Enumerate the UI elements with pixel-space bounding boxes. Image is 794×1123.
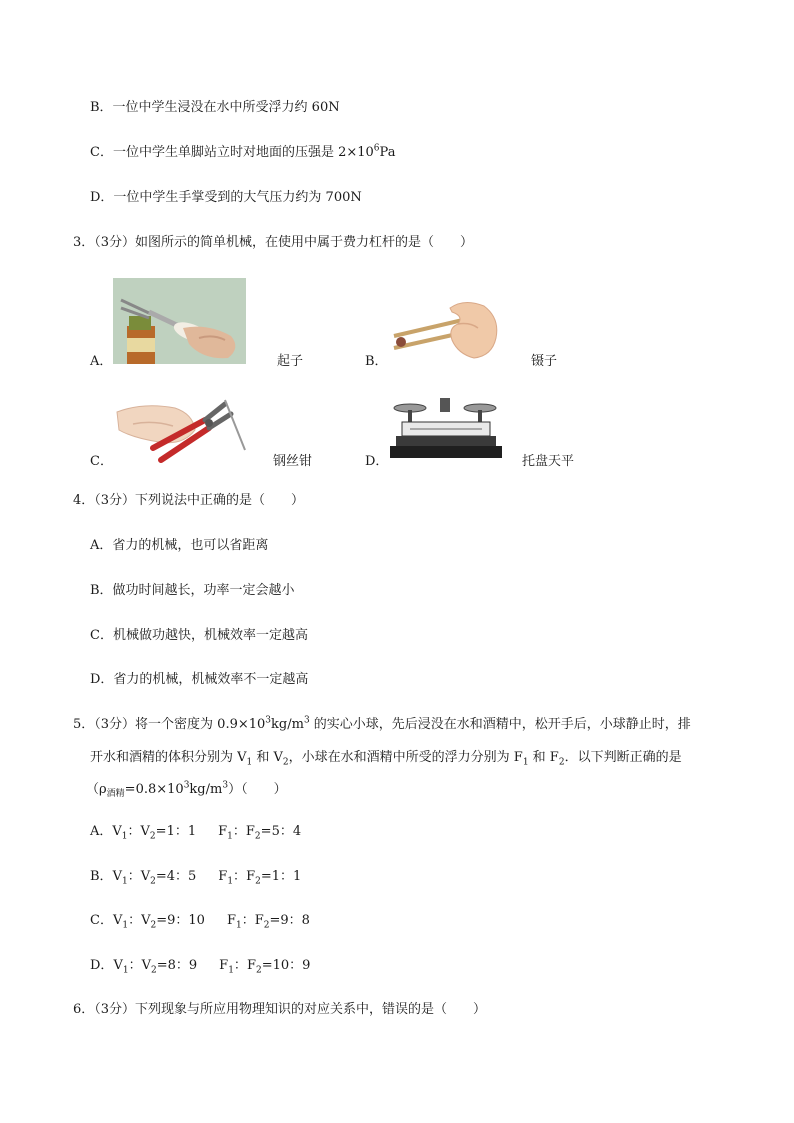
subscript: 1 [228, 965, 234, 976]
v: V [112, 913, 123, 928]
q4-option-d: D．省力的机械，机械效率不一定越高 [90, 672, 309, 687]
f: F [245, 824, 255, 839]
q5-text: 的实心小球，先后浸没在水和酒精中，松开手后，小球静止时，排 [309, 717, 691, 732]
subscript: 2 [150, 920, 157, 931]
q5-text: 和 F [528, 750, 559, 765]
q5-stem-line-2 [90, 748, 682, 768]
q2-option-d: D．一位中学生手掌受到的大气压力约为 700N [90, 190, 362, 205]
colon: ： [127, 824, 141, 839]
exponent: 3 [265, 715, 272, 726]
unit: kg/m [271, 717, 304, 732]
f: F [226, 913, 236, 928]
q3-option-a-letter: A． [90, 354, 113, 369]
q5-text: ．以下判断正确的是 [564, 750, 682, 765]
unit: Pa [379, 145, 396, 160]
equals: = [261, 958, 273, 973]
exponent: 3 [303, 715, 310, 726]
q3-stem: 3．（3分）如图所示的简单机械，在使用中属于费力杠杆的是（ ） [73, 235, 474, 250]
q5-option-a [90, 822, 301, 842]
subscript: 1 [522, 757, 529, 768]
unit: kg/m [189, 782, 223, 797]
colon: ： [241, 913, 255, 928]
q5-stem-line-3 [86, 780, 287, 801]
option-letter: C． [90, 913, 113, 928]
q3-option-b-caption: 镊子 [531, 354, 558, 369]
q5-text: 5．（3分）将一个密度为 0.9×10 [73, 717, 266, 732]
q5-text: 开水和酒精的体积分别为 V [90, 750, 247, 765]
q5-text: ）（ ） [228, 782, 287, 797]
v: V [140, 869, 151, 884]
q3-option-a-caption: 起子 [277, 354, 304, 369]
subscript: 1 [121, 876, 128, 887]
v: V [112, 824, 122, 839]
q4-option-b: B．做功时间越长，功率一定会越小 [90, 583, 295, 598]
subscript: 1 [235, 920, 242, 931]
q3-option-d-letter: D． [365, 454, 389, 469]
q3-option-c-caption: 钢丝钳 [273, 454, 313, 469]
volume-ratio: 8：9 [167, 958, 198, 973]
equals: = [269, 913, 281, 928]
force-ratio: 9：8 [280, 913, 310, 928]
subscript: 1 [122, 965, 129, 976]
subscript: 1 [227, 831, 233, 842]
q5-stem-line-1 [73, 715, 691, 735]
q5-text: ，小球在水和酒精中所受的浮力分别为 F [288, 750, 523, 765]
q4-option-a: A．省力的机械，也可以省距离 [90, 538, 269, 553]
v: V [140, 824, 150, 839]
subscript: 2 [149, 831, 156, 842]
f: F [246, 958, 256, 973]
colon: ： [233, 958, 247, 973]
pliers-icon [113, 390, 249, 468]
q5-option-b [90, 867, 301, 887]
subscript: 2 [282, 757, 289, 768]
subscript: 1 [227, 876, 234, 887]
volume-ratio: 1：1 [166, 824, 197, 839]
q2-option-c-text: C．一位中学生单脚站立时对地面的压强是 2×10 [90, 145, 374, 160]
exponent: 6 [373, 143, 380, 154]
option-letter: D． [90, 958, 114, 973]
equals: = [260, 824, 272, 839]
f: F [218, 869, 228, 884]
f: F [218, 824, 228, 839]
v: V [113, 958, 123, 973]
subscript: 1 [122, 920, 129, 931]
subscript: 酒精 [106, 789, 125, 799]
tweezers-icon [392, 298, 504, 364]
q3-option-b-letter: B． [365, 354, 388, 369]
q2-option-c [90, 143, 395, 163]
colon: ： [128, 958, 142, 973]
subscript: 2 [254, 831, 261, 842]
f: F [219, 958, 229, 973]
q2-option-b: B．一位中学生浸没在水中所受浮力约 60N [90, 100, 340, 115]
q5-text: （ρ [86, 782, 107, 797]
f: F [246, 869, 256, 884]
subscript: 2 [150, 965, 157, 976]
q5-option-d [90, 956, 310, 976]
option-letter: B． [90, 869, 113, 884]
equals: = [155, 824, 167, 839]
q5-option-c [90, 911, 310, 931]
equals: = [156, 913, 168, 928]
f: F [254, 913, 264, 928]
v: V [141, 958, 151, 973]
q6-stem: 6．（3分）下列现象与所应用物理知识的对应关系中，错误的是（ ） [73, 1002, 487, 1017]
colon: ： [232, 824, 246, 839]
equals: = [155, 869, 167, 884]
force-ratio: 10：9 [272, 958, 311, 973]
colon: ： [233, 869, 247, 884]
subscript: 2 [150, 876, 156, 887]
subscript: 1 [121, 831, 128, 842]
subscript: 2 [263, 920, 270, 931]
equals: = [260, 869, 272, 884]
v: V [141, 913, 151, 928]
subscript: 2 [255, 876, 261, 887]
force-ratio: 1：1 [271, 869, 302, 884]
q5-text: =0.8×10 [124, 782, 184, 797]
force-ratio: 5：4 [271, 824, 302, 839]
volume-ratio: 4：5 [166, 869, 197, 884]
subscript: 1 [246, 757, 253, 768]
equals: = [156, 958, 168, 973]
q3-option-d-caption: 托盘天平 [522, 454, 575, 469]
exponent: 3 [222, 780, 229, 791]
v: V [112, 869, 122, 884]
subscript: 2 [255, 965, 262, 976]
q4-option-c: C．机械做功越快，机械效率一定越高 [90, 628, 308, 643]
colon: ： [128, 913, 142, 928]
option-letter: A． [90, 824, 113, 839]
q4-stem: 4．（3分）下列说法中正确的是（ ） [73, 493, 305, 508]
subscript: 2 [558, 757, 565, 768]
colon: ： [127, 869, 141, 884]
q5-text: 和 V [252, 750, 283, 765]
volume-ratio: 9：10 [167, 913, 205, 928]
bottle-opener-icon [113, 278, 246, 364]
exponent: 3 [183, 780, 190, 791]
balance-scale-icon [390, 394, 502, 464]
q3-option-c-letter: C． [90, 454, 113, 469]
